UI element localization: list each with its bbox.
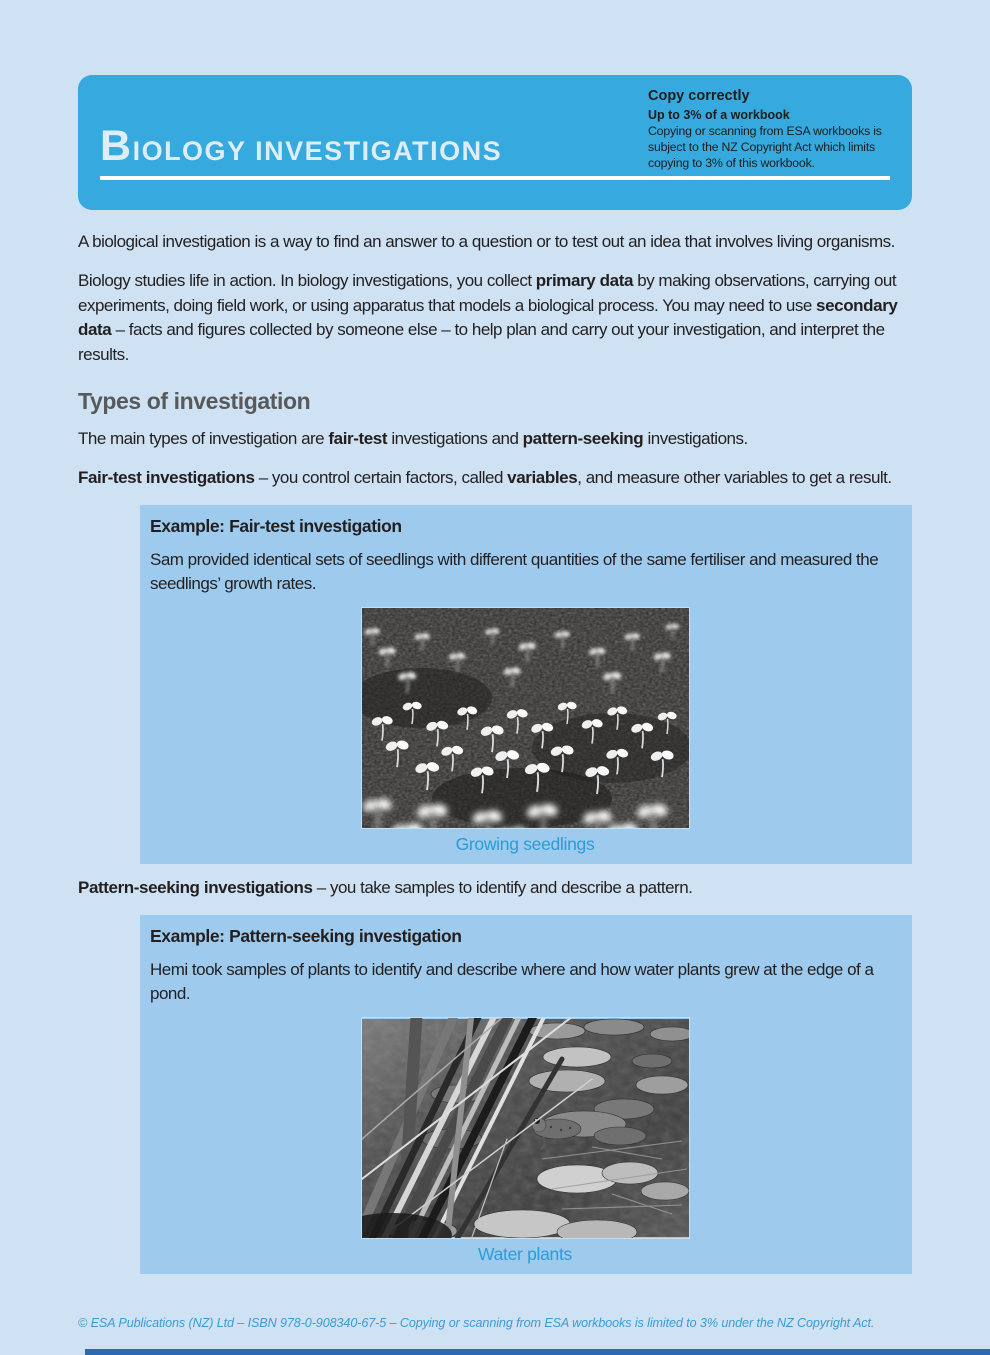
example-fair-test-body: Sam provided identical sets of seedlings with different quantities of the same fertiliser and measured the seedlings’ growth rates. xyxy=(150,549,879,594)
section-heading-types: Types of investigation xyxy=(78,388,311,415)
example-fair-test-figure xyxy=(150,608,900,855)
page-title-rest: IOLOGY INVESTIGATIONS xyxy=(132,136,503,166)
example-box-fair-test xyxy=(140,505,912,864)
pattern-seeking-definition xyxy=(78,876,912,901)
header-banner xyxy=(78,75,912,210)
example-pattern-heading: Example: Pattern-seeking investigation xyxy=(150,925,462,946)
page-title-initial: B xyxy=(100,122,133,170)
term-secondary-data: secondary data xyxy=(78,295,898,340)
example-fair-test-heading: Example: Fair-test investigation xyxy=(150,515,402,536)
text-segment: The main types of investigation are xyxy=(78,429,329,449)
bottom-edge-bar xyxy=(85,1349,990,1355)
page-content xyxy=(78,230,912,1286)
copyright-notice xyxy=(648,87,890,172)
fair-test-definition xyxy=(78,466,912,491)
term-variables: variables xyxy=(507,467,578,487)
text-segment: investigations. xyxy=(643,429,748,449)
example-pattern-body: Hemi took samples of plants to identify and describe where and how water plants grew at the edge of a pond. xyxy=(150,959,874,1004)
text-segment: by making observations, carrying out experiments, doing field work, or using apparatus that models a biological process. You may need to use xyxy=(78,270,897,315)
copy-notice-body: Copying or scanning from ESA workbooks is subject to the NZ Copyright Act which limits copying to 3% of this workbook. xyxy=(648,124,882,171)
example-pattern-figure xyxy=(150,1018,900,1265)
text-segment: , and measure other variables to get a result. xyxy=(577,467,892,487)
text-segment: Biology studies life in action. In biology investigations, you collect xyxy=(78,270,536,290)
water-plants-photo xyxy=(362,1018,689,1238)
text-segment: investigations and xyxy=(387,429,523,449)
intro-paragraph-2 xyxy=(78,269,912,368)
term-fair-test-investigations: Fair-test investigations xyxy=(78,467,255,487)
example-box-pattern-seeking xyxy=(140,915,912,1274)
text-segment: – facts and figures collected by someone else – to help plan and carry out your investigation, and interpret the results. xyxy=(78,320,885,365)
copy-notice-subheading: Up to 3% of a workbook xyxy=(648,108,790,123)
term-fair-test: fair-test xyxy=(328,429,388,449)
text-segment: – you take samples to identify and describe a pattern. xyxy=(312,877,693,897)
intro-paragraph-1: A biological investigation is a way to find an answer to a question or to test out an idea that involves living organisms. xyxy=(78,232,895,251)
footer-copyright: © ESA Publications (NZ) Ltd – ISBN 978-0-908340-67-5 – Copying or scanning from ESA workbooks is limited to 3% under the NZ Copyright Act. xyxy=(78,1316,875,1330)
page-title xyxy=(100,122,503,170)
water-plants-photo-caption: Water plants xyxy=(478,1244,572,1265)
term-pattern-seeking-investigations: Pattern-seeking investigations xyxy=(78,877,313,897)
copy-notice-heading: Copy correctly xyxy=(648,88,750,104)
term-pattern-seeking: pattern-seeking xyxy=(522,429,644,449)
term-primary-data: primary data xyxy=(535,270,634,290)
text-segment: – you control certain factors, called xyxy=(254,467,508,487)
seedlings-photo-caption: Growing seedlings xyxy=(455,833,595,854)
types-paragraph xyxy=(78,427,912,452)
title-underline xyxy=(100,176,890,180)
seedlings-photo xyxy=(362,608,689,828)
